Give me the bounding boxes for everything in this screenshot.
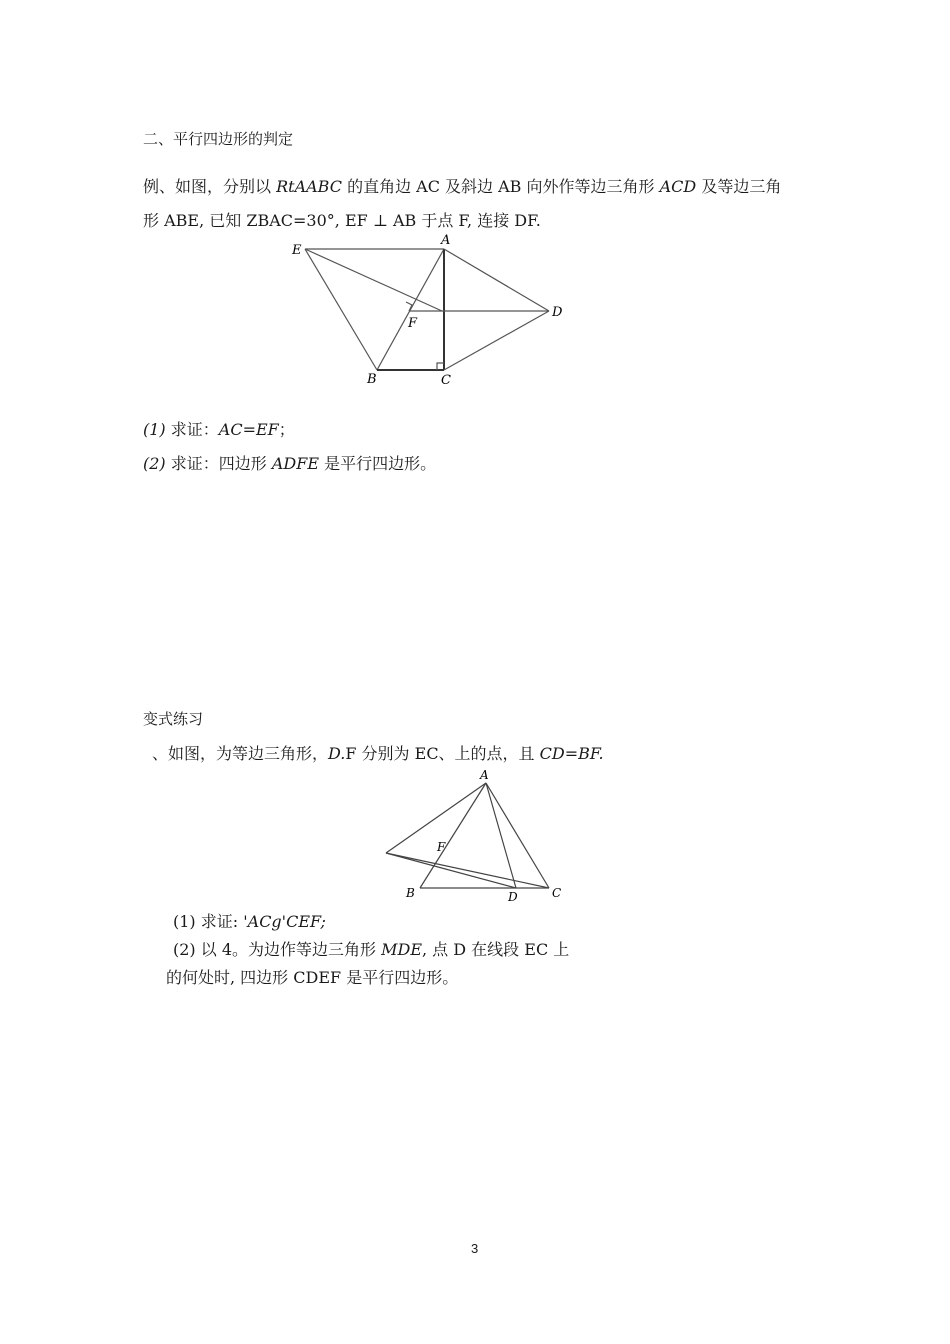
label-b: B	[367, 372, 377, 387]
text-segment: D.	[328, 744, 346, 763]
section-title: 二、平行四边形的判定	[143, 130, 294, 148]
label-c: C	[552, 886, 562, 900]
example-question-2	[143, 451, 436, 474]
text-segment: ACD	[659, 177, 697, 196]
segment-ab	[377, 249, 444, 370]
text-segment: 的直角边 AC 及斜边 AB 向外作等边三角形	[341, 177, 660, 196]
label-d: D	[508, 890, 518, 904]
text-segment: (2)	[143, 454, 166, 473]
segment-ad	[486, 783, 516, 888]
text-segment: 求证：四边形	[165, 454, 272, 473]
text-segment: 求证：	[165, 420, 219, 439]
right-angle-mark-c	[437, 363, 444, 370]
label-b: B	[406, 886, 415, 900]
practice-title: 变式练习	[143, 710, 204, 728]
segment-ae	[386, 783, 486, 853]
label-a: A	[480, 768, 489, 782]
example-text-line1	[143, 174, 781, 197]
segment-ec	[386, 853, 549, 888]
text-segment: 是平行四边形。	[319, 454, 437, 473]
text-segment: (1)	[143, 420, 166, 439]
text-segment: 、如图，为等边三角形，	[152, 744, 329, 763]
practice-question-2-line1	[173, 937, 569, 960]
practice-intro	[152, 741, 604, 764]
text-segment: CD=BF.	[539, 744, 604, 763]
text-segment: 例、如图，分别以	[143, 177, 277, 196]
example-text-line2: 形 ABE, 已知 ZBAC=30°, EF ⊥ AB 于点 F, 连接 DF.	[143, 211, 541, 230]
text-segment: F 分别为 EC、上的点，且	[345, 744, 540, 763]
label-c: C	[441, 373, 451, 388]
text-segment: ADFE	[271, 454, 320, 473]
practice-question-1	[173, 909, 326, 932]
text-segment: ；	[278, 420, 295, 439]
label-f: F	[437, 840, 446, 854]
label-a: A	[441, 233, 451, 248]
label-f: F	[408, 316, 418, 331]
segment-ed	[305, 249, 442, 311]
example-figure	[285, 230, 575, 390]
label-d: D	[552, 305, 563, 320]
label-e: E	[292, 243, 302, 258]
text-segment: AC=EF	[218, 420, 279, 439]
practice-figure	[375, 765, 575, 905]
text-segment: RtAABC	[276, 177, 342, 196]
page-number: 3	[471, 1241, 479, 1256]
text-segment: (2) 以 4。为边作等边三角形	[173, 940, 382, 959]
segment-ad	[444, 249, 549, 311]
example-question-1	[143, 417, 295, 440]
practice-question-2-line2: 的何处时, 四边形 CDEF 是平行四边形。	[166, 968, 459, 987]
segment-cd	[444, 311, 549, 370]
text-segment: 及等边三角	[696, 177, 782, 196]
segment-ac	[486, 783, 549, 888]
segment-eb	[305, 249, 377, 370]
text-segment: 'ACg'CEF;	[243, 912, 326, 931]
text-segment: , 点 D 在线段 EC 上	[422, 940, 570, 959]
text-segment: (1) 求证:	[173, 912, 244, 931]
text-segment: MDE	[381, 940, 422, 959]
segment-ed	[386, 853, 516, 888]
